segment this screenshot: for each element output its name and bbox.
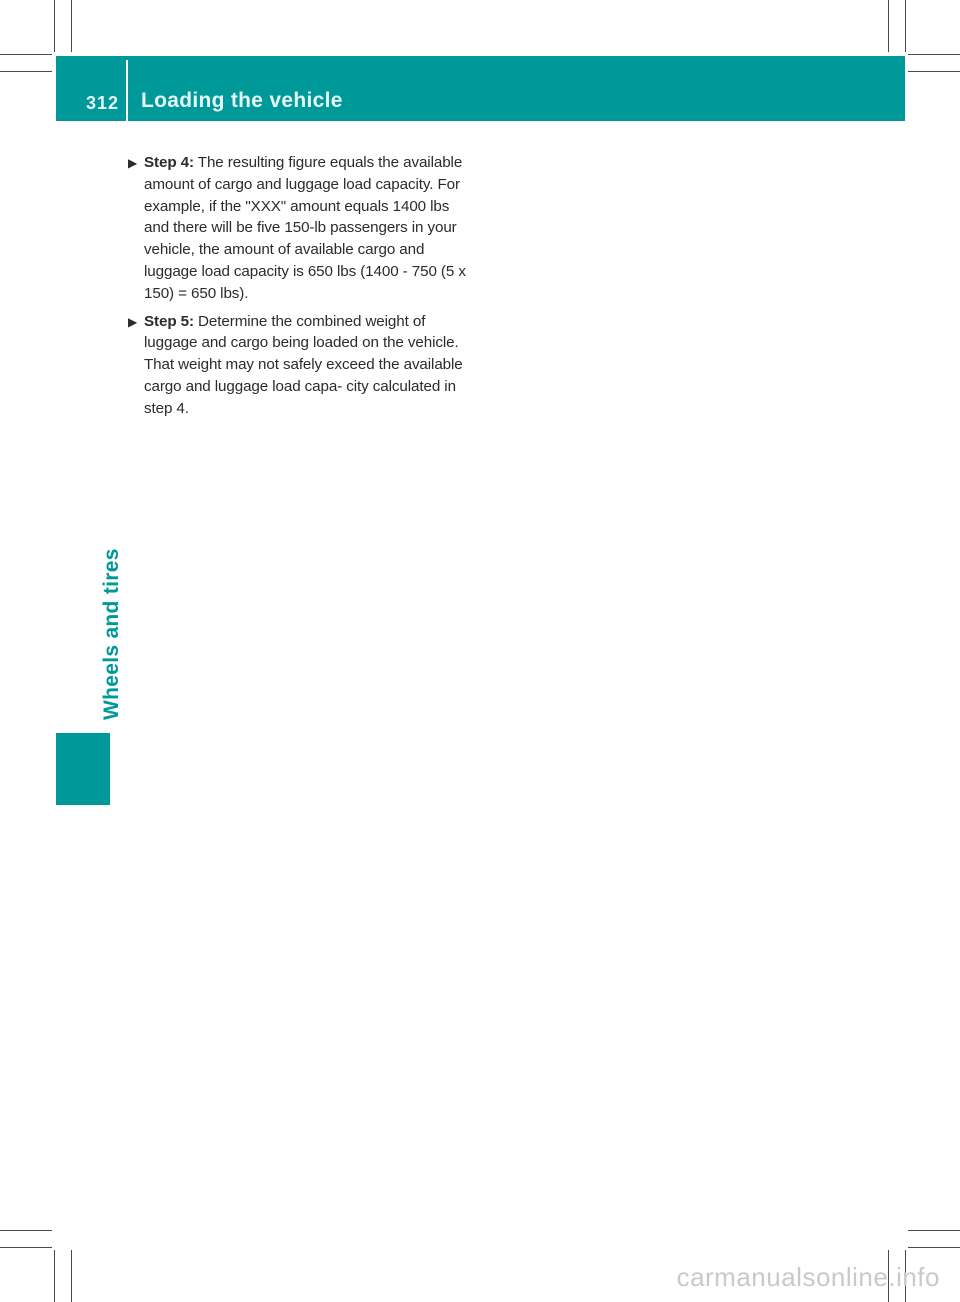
bullet-arrow-icon: ▶ [128, 156, 138, 170]
page-number: 312 [86, 93, 120, 113]
crop-mark [0, 1230, 52, 1231]
section-label: Wheels and tires [100, 548, 123, 720]
step-item [128, 311, 466, 420]
crop-mark [71, 0, 72, 52]
crop-mark [908, 1247, 960, 1248]
bullet-arrow-icon: ▶ [128, 314, 138, 329]
step-item [128, 152, 466, 305]
crop-mark [54, 0, 55, 52]
crop-mark [54, 1250, 55, 1302]
crop-mark [905, 0, 906, 52]
crop-mark [908, 71, 960, 72]
watermark: carmanualsonline.info [676, 1262, 940, 1292]
crop-mark [0, 54, 52, 55]
step-text: The resulting figure equals the available amount of cargo and luggage load capacity. For example, if the "XXX" amount equals 1400 lbs and there will be five 150-lb passengers in your vehicle, the amount of available cargo and luggage load capacity is 650 lbs (1400 - 750 (5 x 150) = 650 lbs). [144, 154, 466, 302]
step-label: Step 4: [144, 154, 194, 171]
page-title: Loading the vehicle [141, 89, 343, 112]
crop-mark [888, 0, 889, 52]
section-tab-marker [56, 733, 110, 805]
crop-mark [71, 1250, 72, 1302]
main-content [128, 152, 466, 426]
step-text: Determine the combined weight of luggage and cargo being loaded on the vehicle. That weight may not safely exceed the available cargo and luggage load capa- city calculated in step 4. [144, 312, 463, 417]
crop-mark [908, 1230, 960, 1231]
step-label: Step 5: [144, 312, 194, 330]
crop-mark [0, 1247, 52, 1248]
crop-mark [0, 71, 52, 72]
crop-mark [908, 54, 960, 55]
header-divider [126, 60, 128, 121]
